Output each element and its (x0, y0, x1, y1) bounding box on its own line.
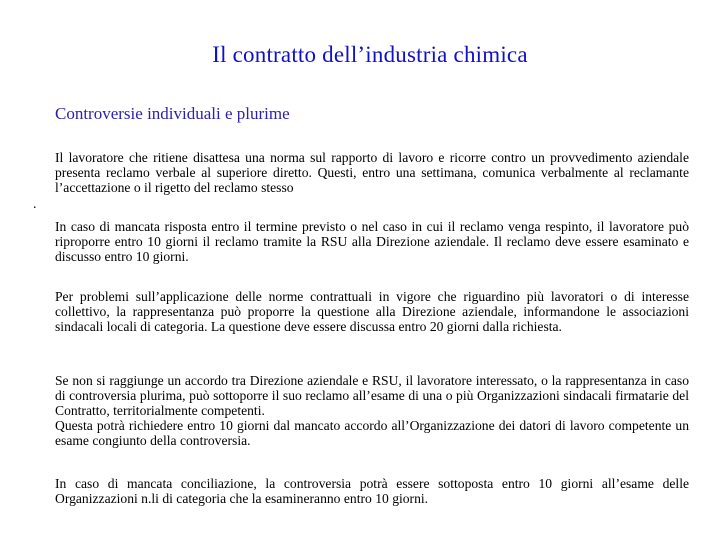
paragraph-text: Se non si raggiunge un accordo tra Direzione aziendale e RSU, il lavoratore interessato, o la rappresentanza in caso di controversia plurima, può sottoporre il suo reclamo all’esame di una o più Organizzazioni sindacali firmatarie del Contratto, territorialmente competenti. (55, 373, 689, 418)
paragraph-text: Per problemi sull’applicazione delle norme contrattuali in vigore che riguardino più lavoratori o di interesse collettivo, la rappresentanza può proporre la questione alla Direzione aziendale, informandone le associazioni sindacali locali di categoria. La questione deve essere discussa entro 20 giorni dalla richiesta. (55, 289, 689, 334)
bullet-marker: . (33, 197, 37, 212)
paragraph-problemi-collettivi (55, 289, 689, 334)
paragraph-text: Questa potrà richiedere entro 10 giorni dal mancato accordo all’Organizzazione dei datori di lavoro competente un esame congiunto della controversia. (55, 418, 689, 448)
paragraph-riproposizione-reclamo (55, 219, 689, 264)
paragraph-reclamo-iniziale (55, 150, 689, 195)
section-subtitle: Controversie individuali e plurime (55, 104, 290, 123)
paragraph-text: In caso di mancata conciliazione, la controversia potrà essere sottoposta entro 10 giorni all’esame delle Organizzazioni n.li di categoria che la esamineranno entro 10 giorni. (55, 476, 689, 506)
paragraph-text: In caso di mancata risposta entro il termine previsto o nel caso in cui il reclamo venga respinto, il lavoratore può riproporre entro 10 giorni il reclamo tramite la RSU alla Direzione aziendale. Il reclamo deve essere esaminato e discusso entro 10 giorni. (55, 219, 689, 264)
paragraph-mancata-conciliazione (55, 476, 689, 506)
page-title: Il contratto dell’industria chimica (212, 42, 528, 67)
paragraph-mancato-accordo (55, 373, 689, 448)
paragraph-text: Il lavoratore che ritiene disattesa una norma sul rapporto di lavoro e ricorre contro un provvedimento aziendale presenta reclamo verbale al superiore diretto. Questi, entro una settimana, comunica verbalmente al reclamante l’accettazione o il rigetto del reclamo stesso (55, 150, 689, 195)
